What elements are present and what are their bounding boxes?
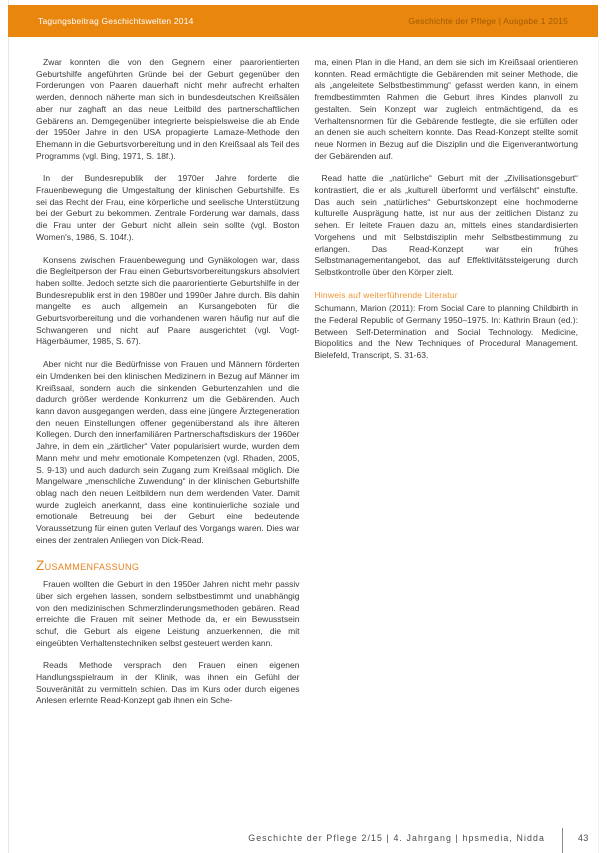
page-edge-line: [8, 0, 9, 853]
summary-section-heading: Zusammenfassung: [36, 558, 140, 574]
further-literature-heading: Hinweis auf weiterführende Literatur: [314, 289, 458, 300]
paragraph: In der Bundesrepublik der 1970er Jahre forderte die Frauenbewegung die Umgestaltung der klinischen Geburtshilfe. Es sei das Recht der Frau, eine körperliche und seelische Unterstützung bei der Geburt zu bekommen. Zentrale Forderung war damals, dass die Frau unter der Geburt nicht allein sein sollte (vgl. Boston Women's, 1986, S. 104f.).: [36, 173, 300, 242]
header-journal-issue-label: Geschichte der Pflege | Ausgabe 1 2015: [408, 16, 568, 26]
paragraph: Aber nicht nur die Bedürfnisse von Frauen und Männern förderten ein Umdenken bei den klinischen Medizinern in Bezug auf Männer im Kreißsaal, sondern auch die sinkenden Geburtenzahlen und die dadurch größer werdende Konkurrenz um die Gebärenden. Auch kann davon ausgegangen werden, dass eine jüngere Ärztegeneration den neuen Einstellungen offener gegenüberstand als ihre älteren Kollegen. Durch den innerfamiliären Partnerschaftsdiskurs der 1960er Jahre, in dem ein „zärtlicher“ Vater popularisiert wurde, wurden dem Mann mehr und mehr emotionale Kompetenzen (vgl. Rhaden, 2005, S. 9-13) und auch dadurch sein Zugang zum Kreißsaal möglich. Die Mangelware „menschliche Zuwendung“ in der klinischen Geburtshilfe oblag nach den neuen Leitbildern nun dem werdenden Vater. Damit wurde zugleich anerkannt, dass eine kontinuierliche soziale und emotionale Betreuung bei der Geburt eine bedeutende Voraussetzung für einen guten Verlauf des Vorgangs waren. Dies war eines der zentralen Anliegen von Dick-Read.: [36, 359, 300, 545]
article-body: [36, 57, 578, 718]
footer-divider-line: [562, 828, 563, 853]
footer-page-number: 43: [578, 833, 589, 843]
page-edge-line: [598, 40, 599, 853]
paragraph: ma, einen Plan in die Hand, an dem sie sich im Kreißsaal orientieren konnten. Read ermächtigte die Gebärenden mit seiner Methode, die als „angeleitete Selbstbestimmung“ gefasst werden kann, in einem fremdbestimmten Rahmen die Geburt ihres Kindes planvoll zu gestalten. Sein Konzept war zugleich entmächtigend, da es Verhaltensnormen für die Gebärende festlegte, die sie erfüllen oder an denen sie auch scheitern konnte. Das Read-Konzept stellte somit neue Normen in Bezug auf die Disziplin und die Eigenverantwortung der Gebärenden auf.: [314, 57, 578, 161]
left-column: [36, 57, 300, 718]
paragraph: Reads Methode versprach den Frauen einen eigenen Handlungsspielraum in der Klinik, was ihnen ein Gefühl der Souveränität zu vermitteln schien. Das im Kurs oder durch eigenes Anlesen erlernte Read-Konzept gab ihnen ein Sche-: [36, 660, 300, 706]
paragraph: Konsens zwischen Frauenbewegung und Gynäkologen war, dass die Begleitperson der Frau einen Geburtsvorbereitungskurs absolviert haben sollte. Jedoch setzte sich die paarorientierte Geburtshilfe in der Bundesrepublik erst in den 1980er und 1990er Jahre durch. Bis dahin mangelte es auch allgemein an Kursangeboten für die Geburtsvorbereitung und die vorhandenen waren häufig nur auf die Schwangeren und nicht auf Paare ausgerichtet (vgl. Vogt-Hägerbäumer, 1985, S. 67).: [36, 254, 300, 347]
right-column: [315, 57, 579, 718]
paragraph: Zwar konnten die von den Gegnern einer paarorientierten Geburtshilfe angeführten Gründe bei der Geburt gegenüber den Forderungen von Paaren dauerhaft nicht mehr aufrecht erhalten werden, dennoch näherte man sich in bundesdeutschen Kreißsälen aber nur zaghaft an das neue Leitbild des partnerschaftlichen Gebärens an. Demgegenüber integrierte beispielsweise die ab Ende der 1950er Jahre in den USA propagierte Lamaze-Methode den Ehemann in die Geburtsvorbereitung und in den Kreißsaal als Teil des Programms (vgl. Bing, 1971, S. 18f.).: [36, 57, 300, 161]
header-conference-label: Tagungsbeitrag Geschichtswelten 2014: [38, 16, 194, 26]
page-footer: [0, 828, 607, 853]
header-bar: [8, 5, 598, 37]
reference-entry: Schumann, Marion (2011): From Social Care to planning Childbirth in the Federal Republic of Germany 1950–1975. In: Kathrin Braun (ed.): Between Self-Determination and Social Technology. Medicine, Biopolitics and the New Techniques of Procedural Management. Bielefeld, Transcript, S. 31-63.: [314, 303, 578, 361]
footer-journal-line: Geschichte der Pflege 2/15 | 4. Jahrgang | hpsmedia, Nidda: [248, 833, 545, 843]
paragraph: Frauen wollten die Geburt in den 1950er Jahren nicht mehr passiv über sich ergehen lassen, sondern selbstbestimmt und unabhängig von den medizinischen Schmerzlinderungsmethoden gebären. Read erreichte die Frauen mit seiner Methode da, er ein Bewusstsein schuf, die Geburt als eigene Leistung anzuerkennen, die mit eingeübten Verhaltenstechniken selbst gesteuert werden kann.: [36, 579, 300, 648]
paragraph: Read hatte die „natürliche“ Geburt mit der „Zivilisationsgeburt“ kontrastiert, die er als „kulturell überformt und verfälscht“ einstufte. Das auch sein „natürliches“ Geburtskonzept eine hochmoderne kulturelle Ausprägung hatte, ist nur aus der zeitlichen Distanz zu sehen. Er leitete Frauen dazu an, mittels eines standardisierten Vorgehens und mit Selbstdisziplin mehr Selbstbestimmung zu erlangen. Das Read-Konzept war ein frühes Selbstmanagementangebot, das auf Effektivitätssteigerung durch Selbstkontrolle über den Körper zielt.: [314, 173, 578, 277]
